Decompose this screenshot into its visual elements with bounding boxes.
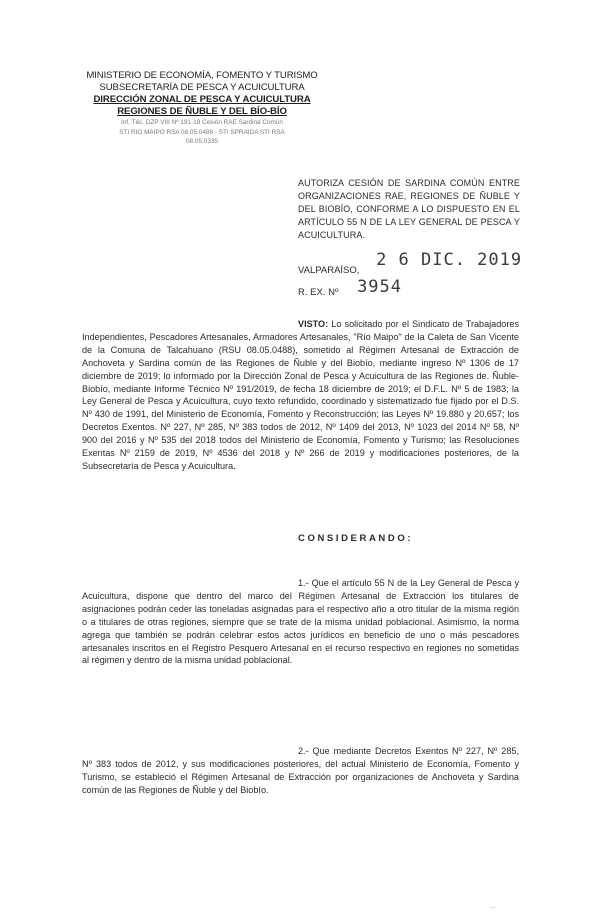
regiones-name: REGIONES DE ÑUBLE Y DEL BÍO-BÍO (117, 106, 287, 117)
resolution-label: R. EX. Nº (298, 287, 339, 298)
reference-line: 08.05.0335 (186, 138, 218, 145)
resolution-number: 3954 (357, 277, 403, 297)
letterhead (82, 70, 322, 147)
subsecretaria-name: SUBSECRETARÍA DE PESCA Y ACUICULTURA (99, 82, 305, 93)
visto-text: Lo solicitado por el Sindicato de Trabajadores Independientes, Pescadores Artesanales, Armadores Artesanales, "Río Maipo" de la Caleta de San Vicente de la Comuna de Talcahuano (RSU 08.05.0488), sometido al Régimen Artesanal de Extracción de Anchoveta y Sardina común de las Regiones de Ñuble y del Biobío, mediante ingreso Nº 1306 de 17 diciembre de 2019; lo informado por la Dirección Zonal de Pesca y Acuicultura de las Regiones de. Ñuble-Biobío, mediante Informe Técnico Nº 191/2019, de fecha 18 diciembre de 2019; el D.F.L. Nº 5 de 1983; la Ley General de Pesca y Acuicultura, cuyo texto refundido, coordinado y sistematizado fue fijado por el D.S. Nº 430 de 1991, del Ministerio de Economía, Fomento y Reconstrucción; las Leyes Nº 19.880 y 20.657; los Decretos Exentos. Nº 227, Nº 285, Nº 383 todos de 2012, Nº 1409 del 2013, Nº 1023 del 2014 Nº 58, Nº 900 del 2016 y Nº 535 del 2018 todos del Ministerio de Economía, Fomento y Turismo; las Resoluciones Exentas Nº 2159 de 2019, Nº 4536 del 2018 y Nº 266 de 2019 y modificaciones posteriores, de la Subsecretaría de Pesca y Acuicultura. (82, 319, 519, 471)
considerando-1 (82, 577, 519, 667)
reference-line: Inf. Téc. DZP VIII Nº 191-19 Cesión RAE Sardina Común (121, 119, 283, 126)
place-label: VALPARAÍSO, (298, 265, 360, 276)
considerando-2 (82, 745, 519, 797)
resolution-number-block (298, 277, 403, 300)
reference-line: STI RIO MAIPO RSA 08.05.0488 - STI SPRAIDA STI RSA (119, 128, 285, 136)
direccion-name: DIRECCIÓN ZONAL DE PESCA Y ACUICULTURA (93, 94, 311, 105)
considerando-text: 2.- Que mediante Decretos Exentos Nº 227, Nº 285, Nº 383 todos de 2012, y sus modificaciones posteriores, del actual Ministerio de Economía, Fomento y Turismo, se estableció el Régimen Artesanal de Extracción por organizaciones de Anchoveta y Sardina común de las Regiones de Ñuble y del Biobío. (82, 746, 519, 795)
page-mark: --- (490, 905, 496, 911)
date-stamp: 2 6 DIC. 2019 (376, 250, 523, 270)
considerando-heading: CONSIDERANDO: (298, 533, 414, 544)
resolution-subject: AUTORIZA CESIÓN DE SARDINA COMÚN ENTRE ORGANIZACIONES RAE, REGIONES DE ÑUBLE Y DEL BIOBÍO, CONFORME A LO DISPUESTO EN EL ARTÍCULO 55 N DE LA LEY GENERAL DE PESCA Y ACUICULTURA. (298, 178, 520, 240)
ministry-name: MINISTERIO DE ECONOMÍA, FOMENTO Y TURISMO (86, 70, 318, 81)
visto-label: VISTO: (298, 319, 329, 329)
place-date (298, 250, 523, 276)
visto-paragraph (82, 318, 519, 473)
considerando-text: 1.- Que el artículo 55 N de la Ley General de Pesca y Acuicultura, dispone que dentro del marco del Régimen Artesanal de Extracción los titulares de asignaciones podrán ceder las toneladas asignadas para el respectivo año a otro titular de la misma región o a titulares de otras regiones, siempre que se trate de la misma unidad poblacional. Asimismo, la norma agrega que también se podrán celebrar estos actos jurídicos en beneficio de uno o más pescadores artesanales inscritos en el Registro Pesquero Artesanal en el recurso respectivo en regiones no sometidas al régimen y dentro de la misma unidad poblacional. (82, 578, 519, 666)
